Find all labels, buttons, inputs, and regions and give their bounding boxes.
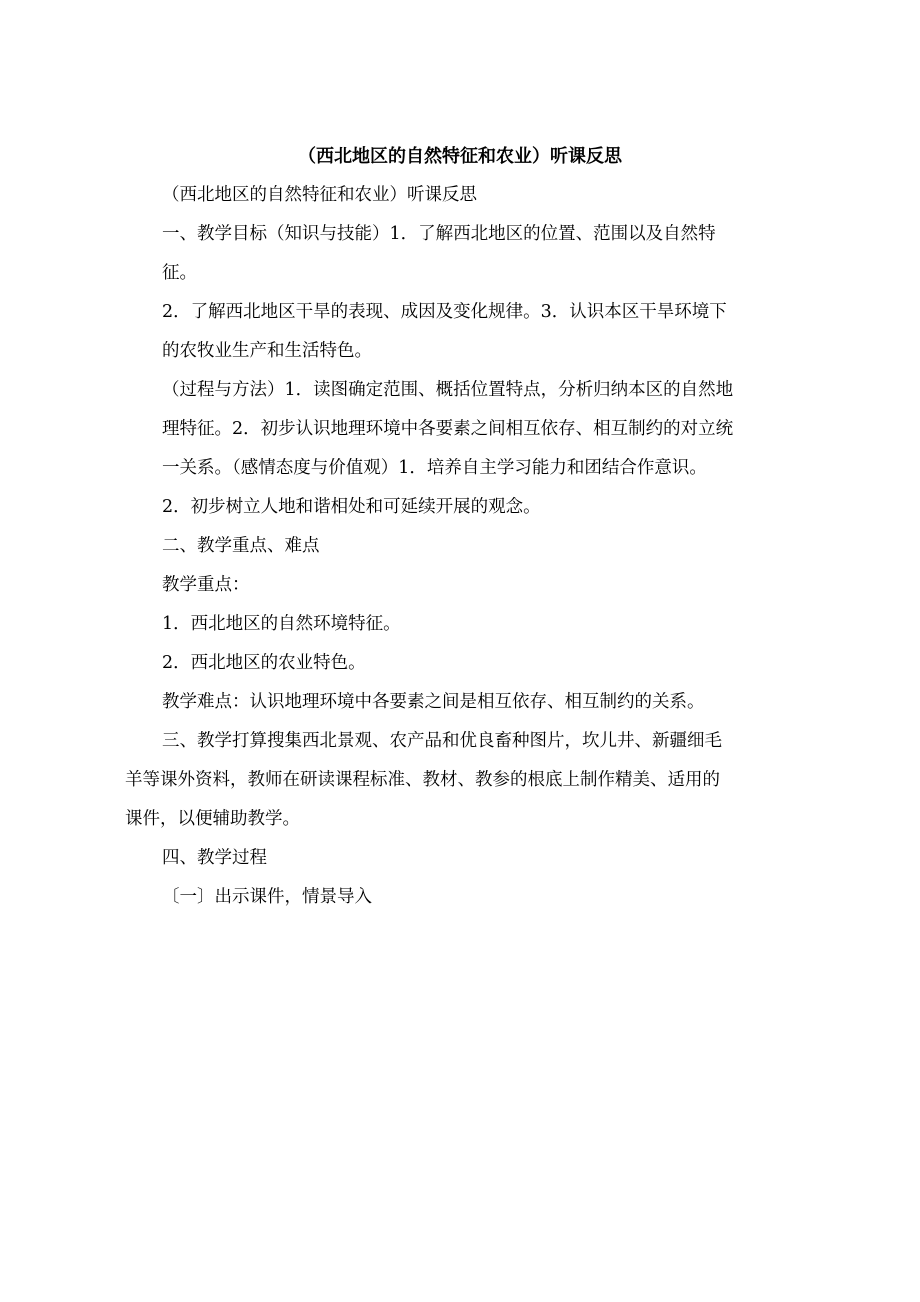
- paragraph-line: 2．了解西北地区干旱的表现、成因及变化规律。3．认识本区干旱环境下: [162, 302, 727, 322]
- paragraph-line: 一关系。（感情态度与价值观）1．培养自主学习能力和团结合作意识。: [162, 458, 707, 478]
- paragraph-line: 2．初步树立人地和谐相处和可延续开展的观念。: [162, 497, 541, 517]
- paragraph-line: （过程与方法）1．读图确定范围、概括位置特点，分析归纳本区的自然地: [162, 380, 734, 400]
- paragraph-line: （西北地区的自然特征和农业）听课反思: [162, 185, 477, 205]
- paragraph-line: 征。: [162, 263, 197, 283]
- paragraph-line: 羊等课外资料，教师在研读课程标准、教材、教参的根底上制作精美、适用的: [125, 770, 720, 790]
- paragraph-line: 教学重点：: [162, 575, 250, 595]
- paragraph-line: 2．西北地区的农业特色。: [162, 653, 366, 673]
- paragraph-line: 三、教学打算搜集西北景观、农产品和优良畜种图片，坎儿井、新疆细毛: [162, 731, 722, 751]
- paragraph-line: 1．西北地区的自然环境特征。: [162, 614, 401, 634]
- section-heading: 四、教学过程: [162, 848, 267, 868]
- paragraph-line: 课件，以便辅助教学。: [125, 809, 300, 829]
- document-title: （西北地区的自然特征和农业）听课反思: [298, 146, 622, 167]
- paragraph-line: 一、教学目标（知识与技能）1．了解西北地区的位置、范围以及自然特: [162, 224, 716, 244]
- section-heading: 二、教学重点、难点: [162, 536, 320, 556]
- paragraph-line: 理特征。2．初步认识地理环境中各要素之间相互依存、相互制约的对立统: [162, 419, 734, 439]
- paragraph-line: 的农牧业生产和生活特色。: [162, 341, 372, 361]
- paragraph-line: 〔一〕出示课件，情景导入: [162, 887, 372, 907]
- paragraph-line: 教学难点：认识地理环境中各要素之间是相互依存、相互制约的关系。: [162, 692, 705, 712]
